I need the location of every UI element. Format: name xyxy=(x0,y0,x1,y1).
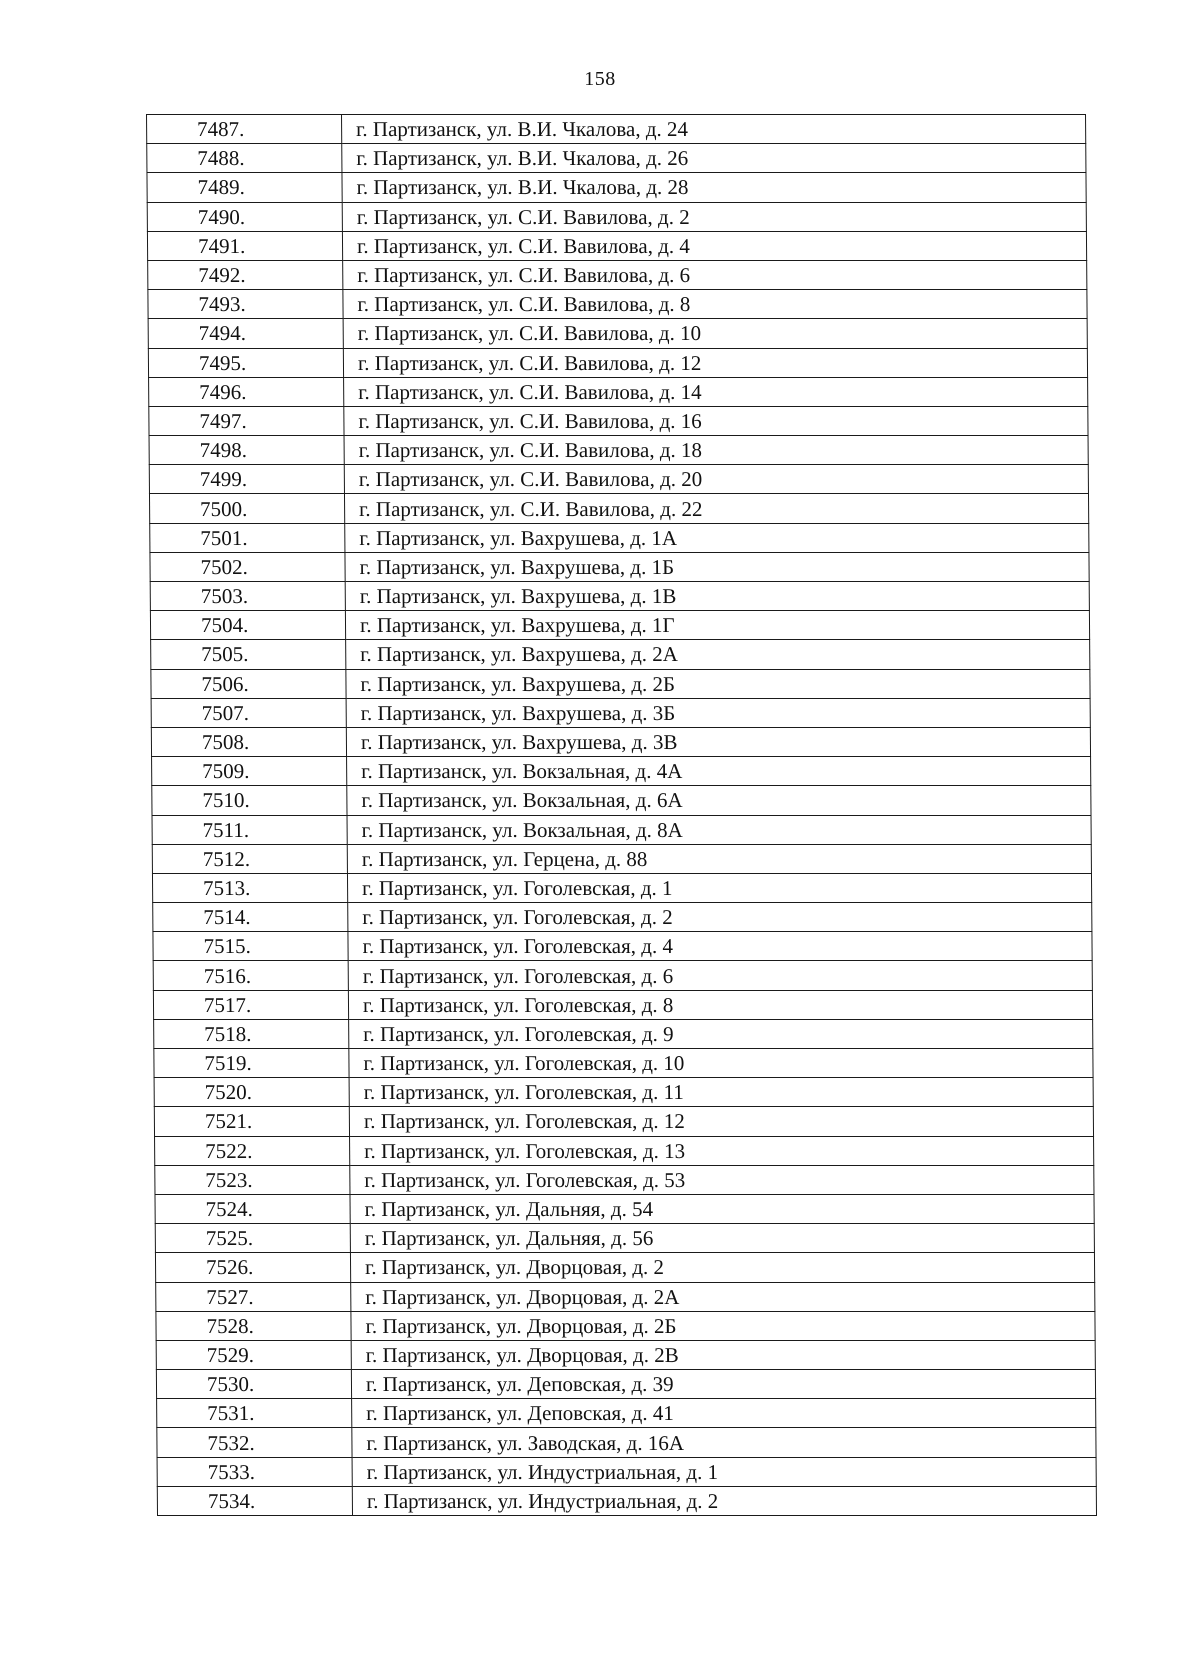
row-address: г. Партизанск, ул. Вокзальная, д. 4А xyxy=(347,757,1091,786)
row-number: 7502. xyxy=(150,552,345,581)
row-address: г. Партизанск, ул. Гоголевская, д. 53 xyxy=(350,1165,1094,1194)
row-number: 7521. xyxy=(154,1107,349,1136)
row-number: 7507. xyxy=(151,698,346,727)
row-number: 7513. xyxy=(152,873,347,902)
table-row xyxy=(148,290,1087,319)
row-number: 7504. xyxy=(150,611,345,640)
row-address: г. Партизанск, ул. С.И. Вавилова, д. 2 xyxy=(342,202,1086,231)
row-address: г. Партизанск, ул. С.И. Вавилова, д. 10 xyxy=(343,319,1087,348)
row-address: г. Партизанск, ул. С.И. Вавилова, д. 6 xyxy=(343,260,1087,289)
row-address: г. Партизанск, ул. Дальняя, д. 56 xyxy=(350,1224,1094,1253)
row-number: 7510. xyxy=(152,786,347,815)
table-row xyxy=(153,990,1092,1019)
table-row xyxy=(154,1107,1093,1136)
row-number: 7489. xyxy=(147,173,342,202)
row-address: г. Партизанск, ул. Вахрушева, д. 2А xyxy=(346,640,1090,669)
table-row xyxy=(151,698,1090,727)
row-number: 7495. xyxy=(148,348,343,377)
row-number: 7534. xyxy=(157,1486,352,1515)
table-row xyxy=(147,144,1086,173)
table-row xyxy=(150,582,1089,611)
row-number: 7500. xyxy=(149,494,344,523)
row-number: 7508. xyxy=(151,727,346,756)
row-number: 7517. xyxy=(153,990,348,1019)
row-address: г. Партизанск, ул. С.И. Вавилова, д. 16 xyxy=(344,406,1088,435)
row-number: 7498. xyxy=(149,436,344,465)
table-row xyxy=(155,1194,1094,1223)
table-row xyxy=(152,757,1091,786)
row-number: 7519. xyxy=(154,1049,349,1078)
row-address: г. Партизанск, ул. С.И. Вавилова, д. 20 xyxy=(344,465,1088,494)
row-number: 7496. xyxy=(149,377,344,406)
row-number: 7512. xyxy=(152,844,347,873)
row-number: 7492. xyxy=(148,260,343,289)
table-row xyxy=(151,727,1090,756)
row-address: г. Партизанск, ул. Гоголевская, д. 2 xyxy=(348,903,1092,932)
row-address: г. Партизанск, ул. С.И. Вавилова, д. 18 xyxy=(344,436,1088,465)
table-row xyxy=(147,115,1086,144)
row-number: 7528. xyxy=(156,1311,351,1340)
row-number: 7514. xyxy=(153,903,348,932)
page-number: 158 xyxy=(584,68,616,90)
table-row xyxy=(149,494,1088,523)
table-row xyxy=(156,1340,1095,1369)
row-address: г. Партизанск, ул. Индустриальная, д. 1 xyxy=(352,1457,1096,1486)
row-number: 7490. xyxy=(147,202,342,231)
table-row xyxy=(147,173,1086,202)
row-address: г. Партизанск, ул. Вахрушева, д. 3Б xyxy=(346,698,1090,727)
table-row xyxy=(152,815,1091,844)
table-row xyxy=(152,844,1091,873)
row-number: 7518. xyxy=(154,1019,349,1048)
row-number: 7506. xyxy=(151,669,346,698)
row-address: г. Партизанск, ул. Дальняя, д. 54 xyxy=(350,1194,1094,1223)
row-address: г. Партизанск, ул. Вахрушева, д. 1Б xyxy=(345,552,1089,581)
row-address: г. Партизанск, ул. Дворцовая, д. 2А xyxy=(351,1282,1095,1311)
row-number: 7488. xyxy=(147,144,342,173)
row-address: г. Партизанск, ул. Гоголевская, д. 11 xyxy=(349,1078,1093,1107)
table-row xyxy=(157,1486,1096,1515)
row-address: г. Партизанск, ул. Вахрушева, д. 1В xyxy=(345,582,1089,611)
table-row xyxy=(155,1224,1094,1253)
table-row xyxy=(155,1253,1094,1282)
row-address: г. Партизанск, ул. Деповская, д. 41 xyxy=(352,1399,1096,1428)
row-number: 7531. xyxy=(157,1399,352,1428)
row-address: г. Партизанск, ул. Гоголевская, д. 9 xyxy=(349,1019,1093,1048)
table-row xyxy=(154,1019,1093,1048)
address-table-body xyxy=(147,115,1097,1516)
table-row xyxy=(156,1311,1095,1340)
row-number: 7505. xyxy=(151,640,346,669)
row-address: г. Партизанск, ул. В.И. Чкалова, д. 26 xyxy=(342,144,1086,173)
table-row xyxy=(155,1136,1094,1165)
table-row xyxy=(157,1428,1096,1457)
row-number: 7530. xyxy=(156,1370,351,1399)
row-address: г. Партизанск, ул. С.И. Вавилова, д. 8 xyxy=(343,290,1087,319)
row-address: г. Партизанск, ул. Вокзальная, д. 8А xyxy=(347,815,1091,844)
row-address: г. Партизанск, ул. Дворцовая, д. 2В xyxy=(351,1340,1095,1369)
table-row xyxy=(151,669,1090,698)
table-row xyxy=(153,932,1092,961)
row-address: г. Партизанск, ул. Индустриальная, д. 2 xyxy=(352,1486,1096,1515)
table-row xyxy=(150,611,1089,640)
row-address: г. Партизанск, ул. Вахрушева, д. 1А xyxy=(345,523,1089,552)
table-row xyxy=(152,786,1091,815)
row-address: г. Партизанск, ул. Дворцовая, д. 2Б xyxy=(351,1311,1095,1340)
table-row xyxy=(149,465,1088,494)
row-number: 7509. xyxy=(152,757,347,786)
row-address: г. Партизанск, ул. Вахрушева, д. 1Г xyxy=(345,611,1089,640)
table-row xyxy=(157,1399,1096,1428)
row-address: г. Партизанск, ул. Дворцовая, д. 2 xyxy=(350,1253,1094,1282)
row-number: 7501. xyxy=(150,523,345,552)
row-number: 7491. xyxy=(147,231,342,260)
table-row xyxy=(148,319,1087,348)
table-row xyxy=(152,873,1091,902)
row-number: 7516. xyxy=(153,961,348,990)
table-row xyxy=(149,377,1088,406)
row-address: г. Партизанск, ул. С.И. Вавилова, д. 4 xyxy=(342,231,1086,260)
address-table xyxy=(146,114,1097,1516)
row-address: г. Партизанск, ул. Герцена, д. 88 xyxy=(347,844,1091,873)
table-row xyxy=(149,406,1088,435)
table-row xyxy=(150,523,1089,552)
table-row xyxy=(151,640,1090,669)
row-address: г. Партизанск, ул. Деповская, д. 39 xyxy=(351,1370,1095,1399)
row-number: 7493. xyxy=(148,290,343,319)
table-row xyxy=(156,1282,1095,1311)
row-number: 7520. xyxy=(154,1078,349,1107)
row-address: г. Партизанск, ул. Заводская, д. 16А xyxy=(352,1428,1096,1457)
table-row xyxy=(153,903,1092,932)
table-row xyxy=(155,1165,1094,1194)
table-row xyxy=(147,231,1086,260)
row-address: г. Партизанск, ул. В.И. Чкалова, д. 24 xyxy=(342,115,1086,144)
row-address: г. Партизанск, ул. В.И. Чкалова, д. 28 xyxy=(342,173,1086,202)
row-number: 7532. xyxy=(157,1428,352,1457)
row-number: 7533. xyxy=(157,1457,352,1486)
row-number: 7511. xyxy=(152,815,347,844)
table-row xyxy=(148,348,1087,377)
row-address: г. Партизанск, ул. Гоголевская, д. 4 xyxy=(348,932,1092,961)
row-address: г. Партизанск, ул. С.И. Вавилова, д. 14 xyxy=(344,377,1088,406)
table-row xyxy=(154,1078,1093,1107)
table-row xyxy=(149,436,1088,465)
row-number: 7524. xyxy=(155,1194,350,1223)
row-address: г. Партизанск, ул. Гоголевская, д. 8 xyxy=(348,990,1092,1019)
row-address: г. Партизанск, ул. С.И. Вавилова, д. 22 xyxy=(344,494,1088,523)
row-address: г. Партизанск, ул. Вокзальная, д. 6А xyxy=(347,786,1091,815)
row-number: 7497. xyxy=(149,406,344,435)
row-number: 7494. xyxy=(148,319,343,348)
row-number: 7523. xyxy=(155,1165,350,1194)
row-number: 7527. xyxy=(156,1282,351,1311)
row-number: 7515. xyxy=(153,932,348,961)
table-row xyxy=(150,552,1089,581)
table-row xyxy=(153,961,1092,990)
row-number: 7526. xyxy=(155,1253,350,1282)
table-row xyxy=(156,1370,1095,1399)
row-address: г. Партизанск, ул. Гоголевская, д. 6 xyxy=(348,961,1092,990)
row-address: г. Партизанск, ул. Гоголевская, д. 13 xyxy=(350,1136,1094,1165)
row-address: г. Партизанск, ул. Вахрушева, д. 3В xyxy=(346,727,1090,756)
table-row xyxy=(148,260,1087,289)
row-number: 7499. xyxy=(149,465,344,494)
row-number: 7522. xyxy=(155,1136,350,1165)
row-address: г. Партизанск, ул. Гоголевская, д. 12 xyxy=(349,1107,1093,1136)
row-number: 7487. xyxy=(147,115,342,144)
row-number: 7525. xyxy=(155,1224,350,1253)
row-address: г. Партизанск, ул. Гоголевская, д. 1 xyxy=(347,873,1091,902)
table-row xyxy=(157,1457,1096,1486)
row-number: 7503. xyxy=(150,582,345,611)
row-address: г. Партизанск, ул. Вахрушева, д. 2Б xyxy=(346,669,1090,698)
table-row xyxy=(154,1049,1093,1078)
row-address: г. Партизанск, ул. С.И. Вавилова, д. 12 xyxy=(343,348,1087,377)
row-address: г. Партизанск, ул. Гоголевская, д. 10 xyxy=(349,1049,1093,1078)
table-row xyxy=(147,202,1086,231)
row-number: 7529. xyxy=(156,1340,351,1369)
